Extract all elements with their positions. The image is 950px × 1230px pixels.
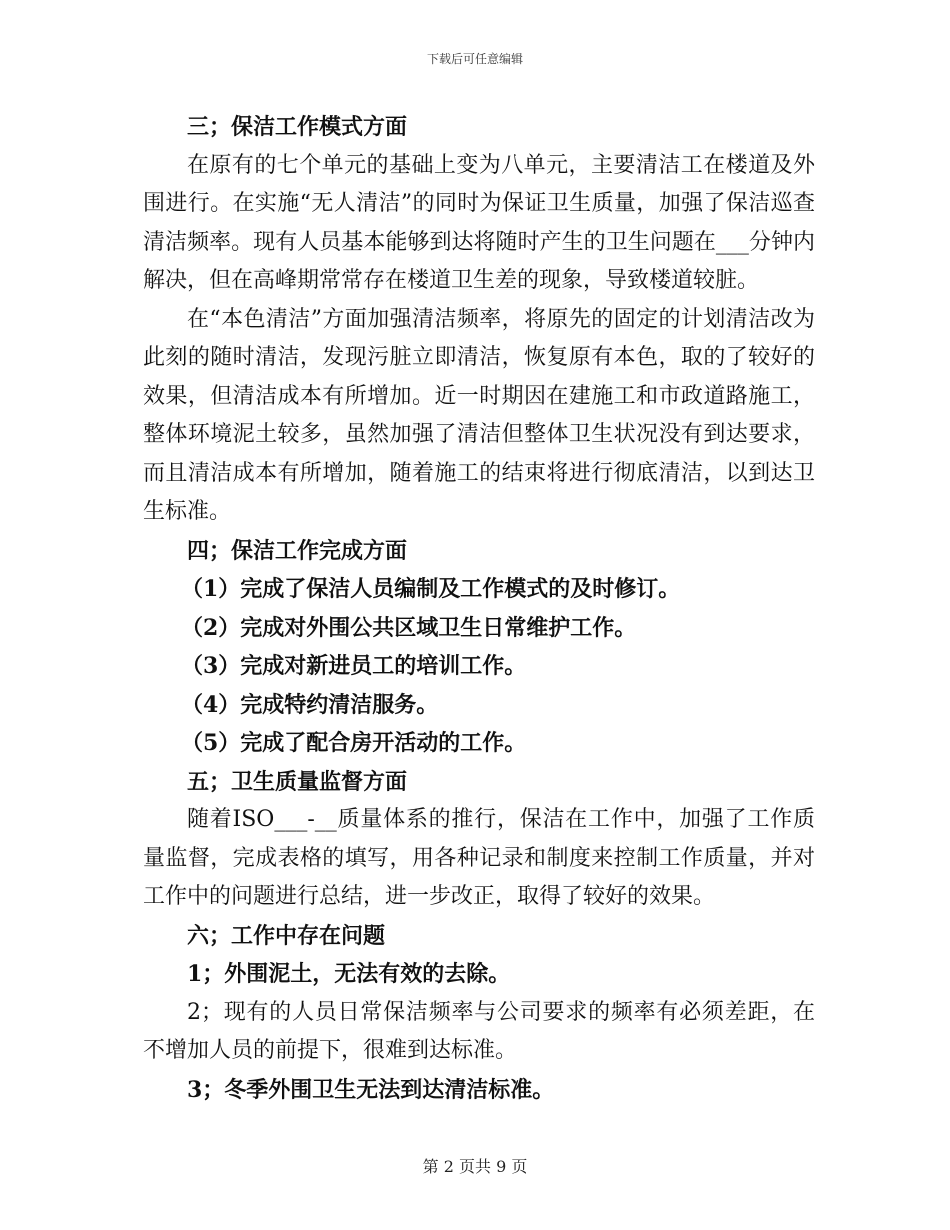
section-heading-4: 四；保洁工作完成方面 bbox=[187, 537, 408, 564]
section-heading-6: 六；工作中存在问题 bbox=[187, 922, 386, 949]
paragraph-natural-cleaning: 在“本色清洁”方面加强清洁频率，将原先的固定的计划清洁改为此刻的随时清洁，发现污脏立即清洁，恢复原有本色，取的了较好的效果，但清洁成本有所增加。近一时期因在建施工和市政道路施工，整体环境泥土较多，虽然加强了清洁但整体卫生状况没有到达要求，而且清洁成本有所增加，随着施工的结束将进行彻底清洁，以到达卫生标准。 bbox=[143, 306, 815, 524]
list-item: （4）完成特约清洁服务。 bbox=[181, 691, 439, 718]
list-item: （3）完成对新进员工的培训工作。 bbox=[181, 653, 527, 679]
page-header: 下载后可任意编辑 bbox=[426, 52, 523, 66]
page-number: 第 2 页共 9 页 bbox=[422, 1157, 528, 1176]
problem-item-3: 3；冬季外围卫生无法到达清洁标准。 bbox=[187, 1076, 555, 1103]
list-item: （1）完成了保洁人员编制及工作模式的及时修订。 bbox=[181, 576, 681, 602]
paragraph-work-mode: 在原有的七个单元的基础上变为八单元，主要清洁工在楼道及外围进行。在实施“无人清洁”的同时为保证卫生质量，加强了保洁巡查清洁频率。现有人员基本能够到达将随时产生的卫生问题在___分钟内解决，但在高峰期常常存在楼道卫生差的现象，导致楼道较脏。 bbox=[143, 152, 815, 293]
paragraph-quality-supervision: 随着ISO___-__质量体系的推行，保洁在工作中，加强了工作质量监督，完成表格的填写，用各种记录和制度来控制工作质量，并对工作中的问题进行总结，进一步改正，取得了较好的效果。 bbox=[143, 807, 815, 909]
problem-item-2: 2；现有的人员日常保洁频率与公司要求的频率有必须差距，在不增加人员的前提下，很难到达标准。 bbox=[143, 999, 815, 1063]
problem-item-1: 1；外围泥土，无法有效的去除。 bbox=[187, 961, 511, 987]
document-body bbox=[143, 108, 815, 1109]
section-heading-3: 三；保洁工作模式方面 bbox=[187, 114, 408, 140]
section-heading-5: 五；卫生质量监督方面 bbox=[187, 768, 408, 795]
list-item: （5）完成了配合房开活动的工作。 bbox=[181, 730, 527, 756]
list-item: （2）完成对外围公共区域卫生日常维护工作。 bbox=[181, 614, 637, 641]
